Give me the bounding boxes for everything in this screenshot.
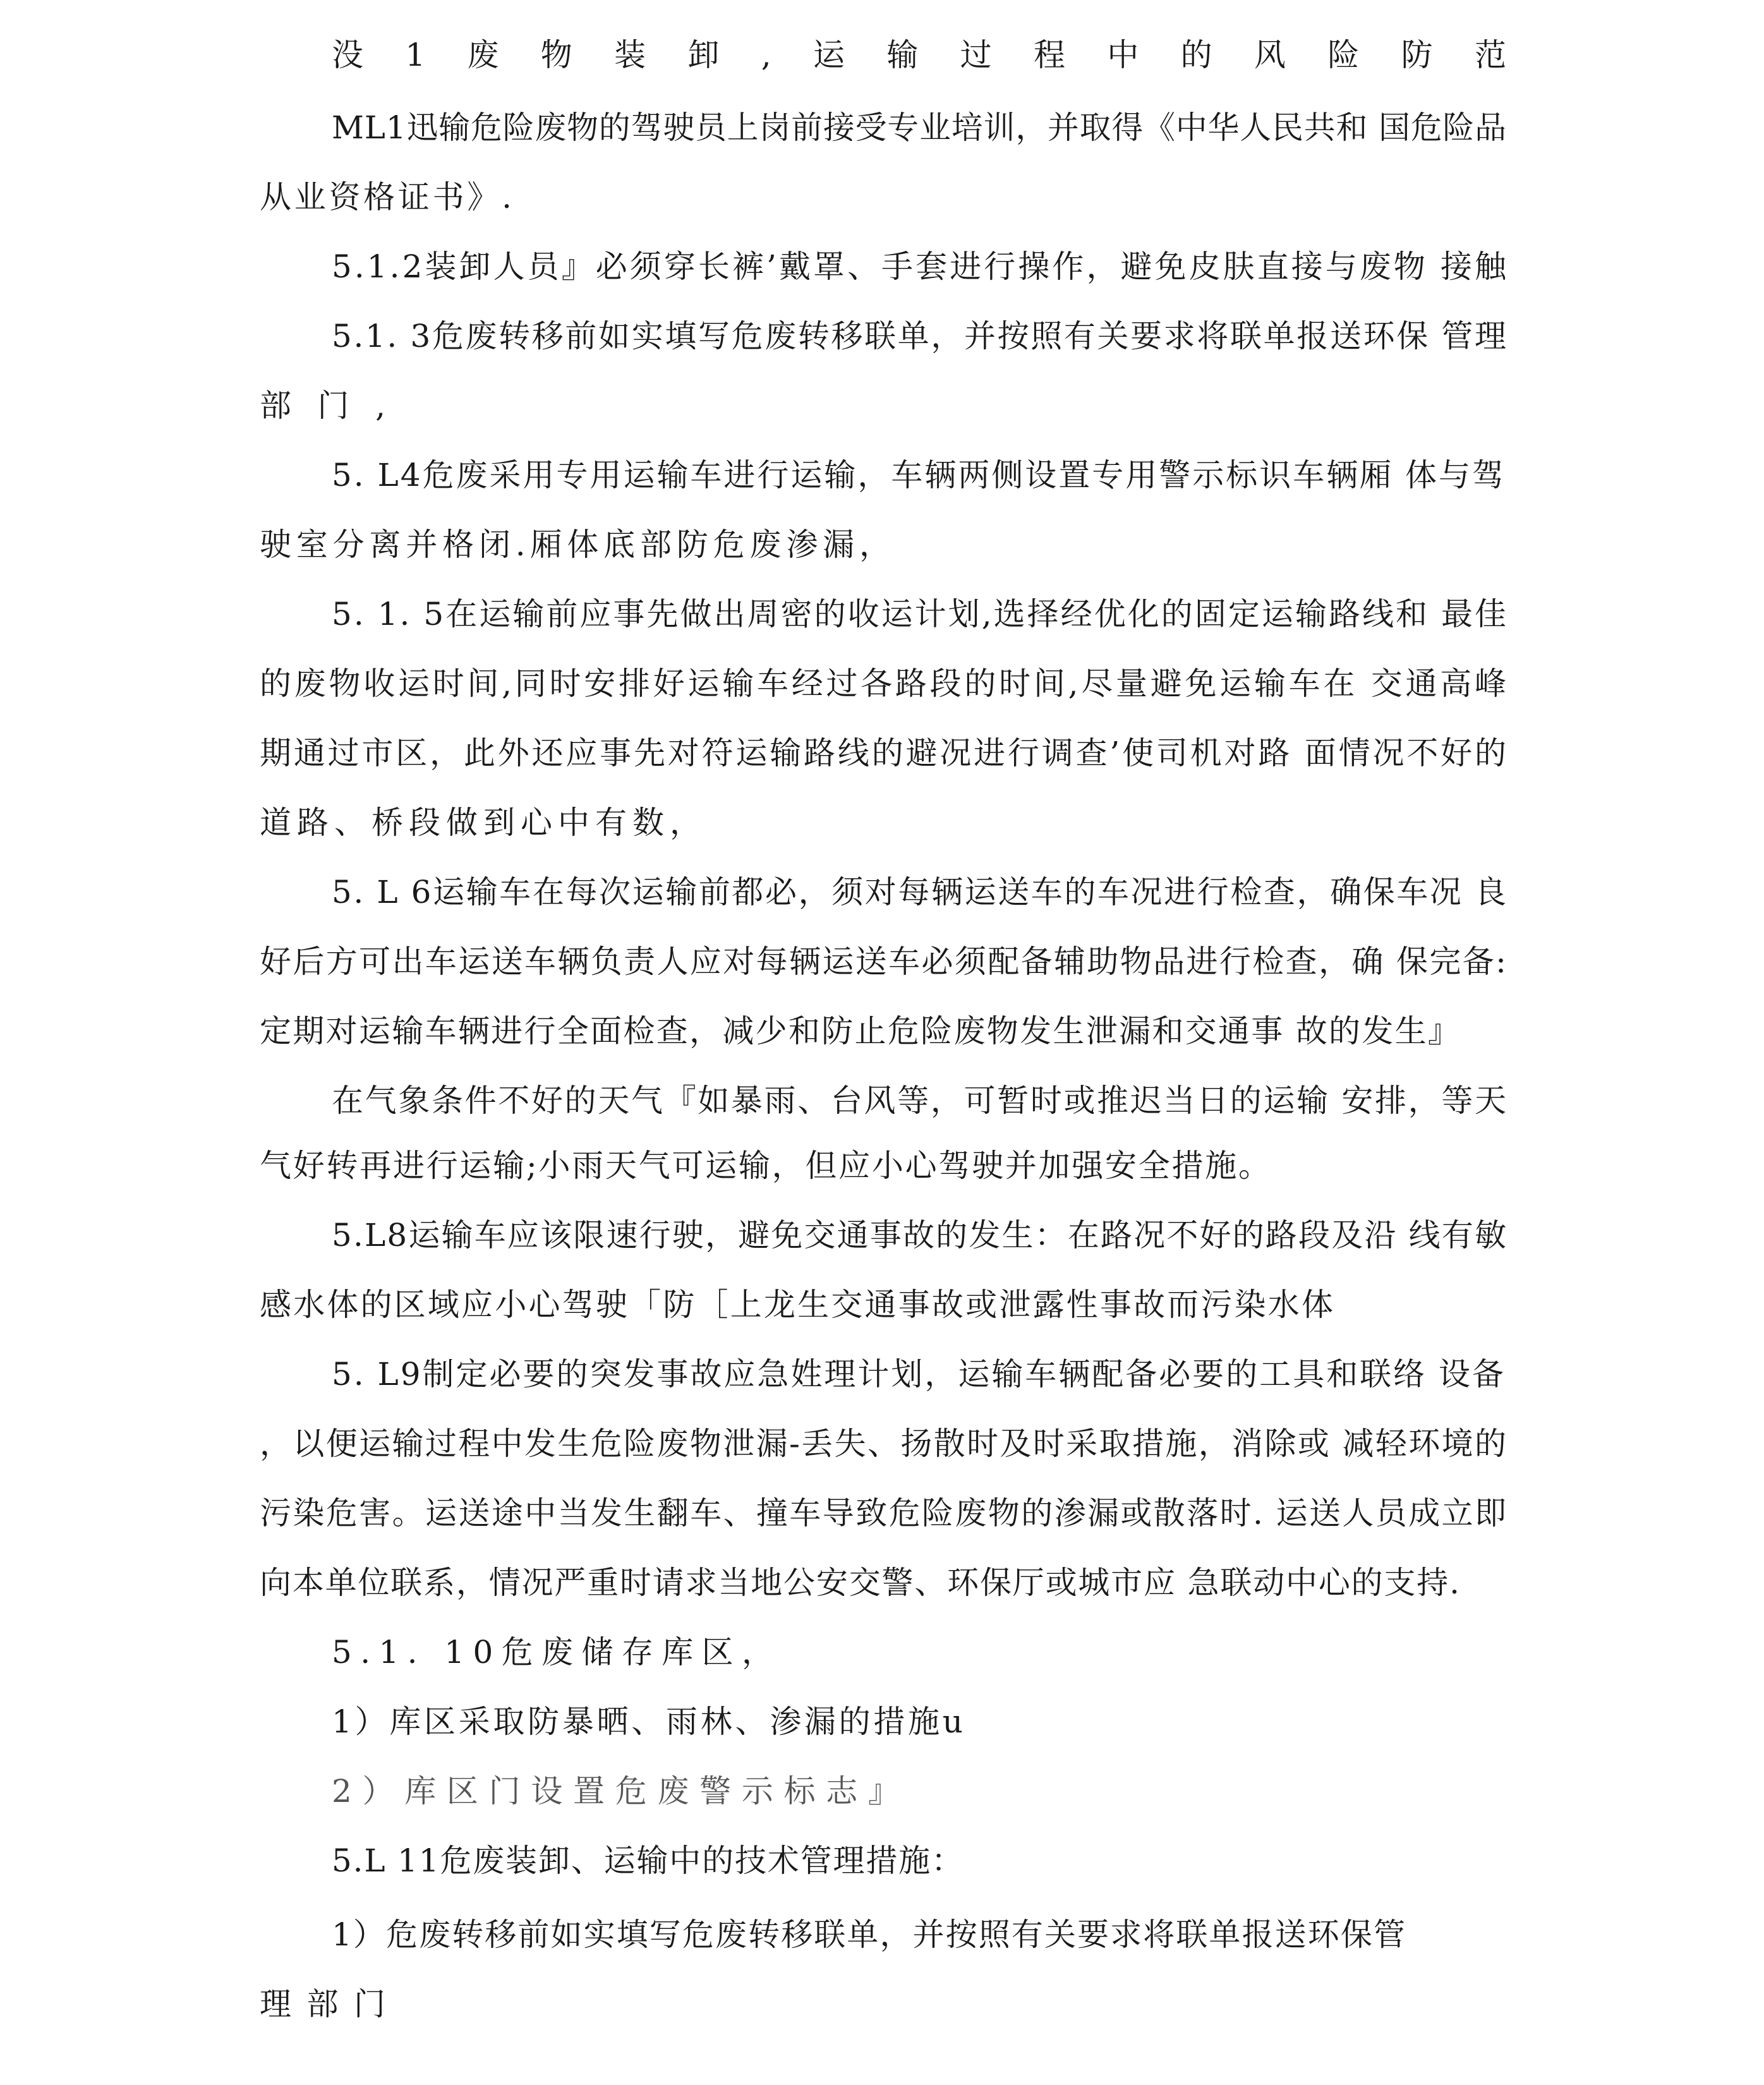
text-line: 没1废物装卸,运输过程中的风险防范 [332, 37, 1549, 73]
text-line: 5. L9制定必要的突发事故应急姓理计划，运输车辆配备必要的工具和联络 设备 [332, 1356, 1506, 1393]
text-line: 驶室分离并格闭.厢体底部防危废渗漏， [260, 526, 896, 563]
text-line: 1）库区采取防暴晒、雨林、渗漏的措施u [332, 1703, 966, 1740]
text-line: 好后方可出车运送车辆负责人应对每辆运送车必须配备辅助物品进行检查，确 保完备: [260, 943, 1508, 980]
text-line: 5. L4危废采用专用运输车进行运输，车辆两侧设置专用警示标识车辆厢 体与驾 [332, 457, 1506, 493]
text-line: 污染危害。运送途中当发生翻车、撞车导致危险废物的渗漏或散落时. 运送人员成立即 [260, 1495, 1508, 1532]
text-line: 2）库区门设置危废警示标志』 [332, 1773, 910, 1810]
text-line: 5.L 11危废装卸、运输中的技术管理措施： [332, 1842, 964, 1879]
text-line: ，以便运输过程中发生危险废物泄漏-丢失、扬散时及时采取措施，消除或 减轻环境的 [260, 1425, 1508, 1462]
text-line: 5.L8运输车应该限速行驶，避免交通事故的发生：在路况不好的路段及沿 线有敏 [332, 1217, 1508, 1254]
text-line: 向本单位联系，情况严重时请求当地公安交警、环保厅或城市应 急联动中心的支持. [260, 1564, 1461, 1601]
text-line: ML1迅输危险废物的驾驶员上岗前接受专业培训，并取得《中华人民共和 国危险品 [332, 109, 1507, 146]
text-line: 从业资格证书》. [260, 179, 515, 215]
text-line: 5.1. 3危废转移前如实填写危废转移联单，并按照有关要求将联单报送环保 管理 [332, 318, 1508, 354]
text-line: 5. L 6运输车在每次运输前都必，须对每辆运送车的车况进行检查，确保车况 良 [332, 874, 1508, 910]
text-line: 的废物收运时间,同时安排好运输车经过各路段的时间,尽量避免运输车在 交通高峰 [260, 665, 1509, 702]
text-line: 定期对运输车辆进行全面检查，减少和防止危险废物发生泄漏和交通事 故的发生』 [260, 1013, 1461, 1049]
text-line: 感水体的区域应小心驾驶「防［上龙生交通事故或泄露性事故而污染水体 [260, 1286, 1336, 1323]
text-line: 道路、桥段做到心中有数， [260, 804, 707, 841]
text-line: 5.1. 10危废储存库区， [332, 1634, 782, 1671]
text-line: 部门, [260, 387, 412, 424]
text-line: 5.1.2装卸人员』必须穿长裤’戴罩、手套进行操作，避免皮肤直接与废物 接触 [332, 248, 1509, 285]
text-line: 气好转再进行运输;小雨天气可运输，但应小心驾驶并加强安全措施。 [260, 1147, 1272, 1184]
text-line: 期通过市区，此外还应事先对符运输路线的避况进行调查’使司机对路 面情况不好的 [260, 735, 1509, 771]
text-line: 5. 1. 5在运输前应事先做出周密的收运计划,选择经优化的固定运输路线和 最佳 [332, 596, 1509, 632]
text-line: 1）危废转移前如实填写危废转移联单，并按照有关要求将联单报送环保管 [332, 1916, 1407, 1953]
text-line: 在气象条件不好的天气『如暴雨、台风等，可暂时或推迟当日的运输 安排，等天 [332, 1082, 1508, 1119]
text-line: 理部门 [260, 1986, 401, 2022]
